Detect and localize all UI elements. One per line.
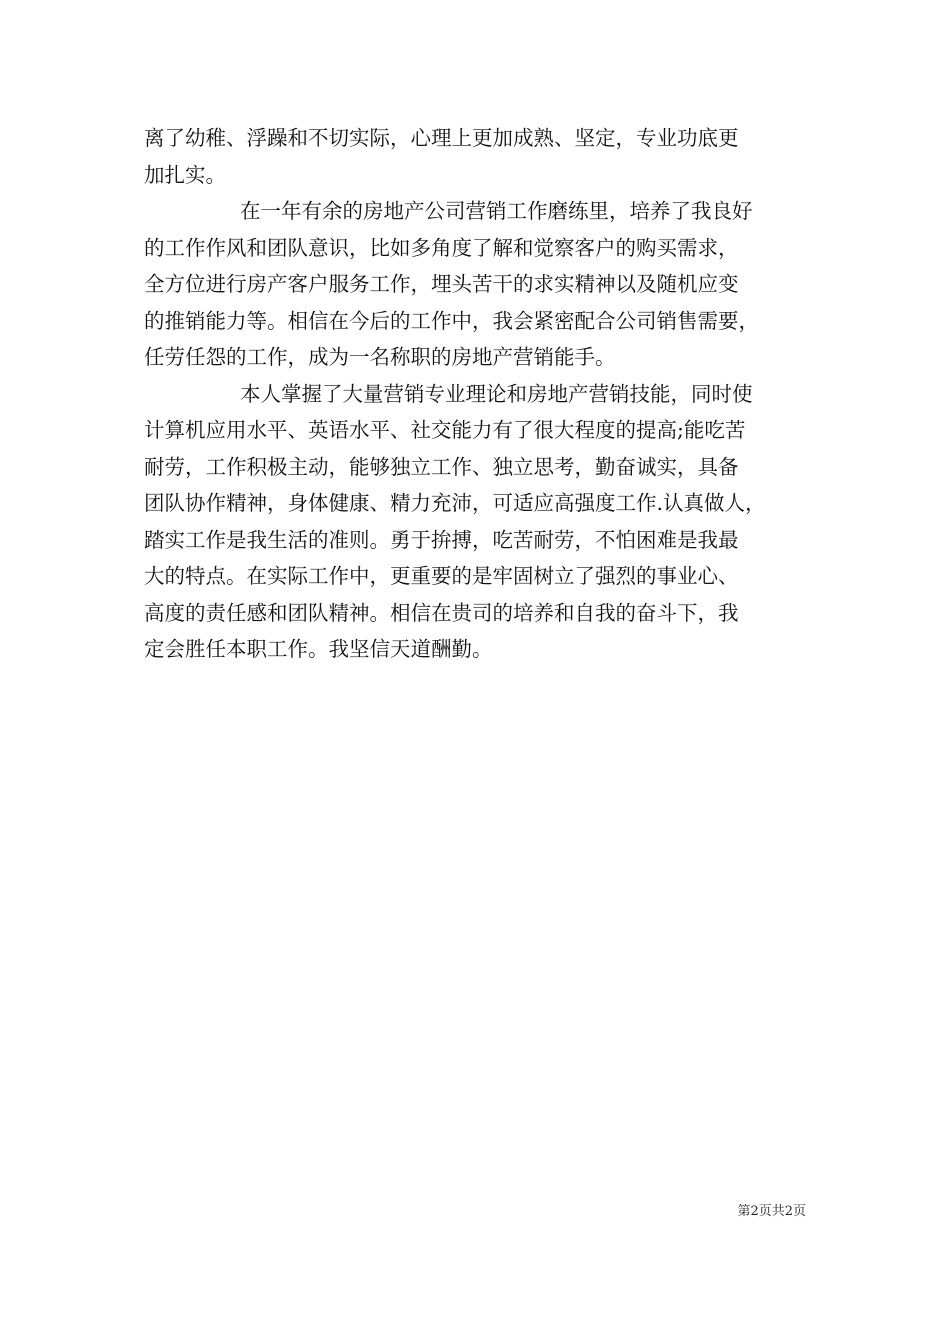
- text-line: 团队协作精神，身体健康、精力充沛，可适应高强度工作.认真做人，: [144, 491, 766, 515]
- text-line: 的推销能力等。相信在今后的工作中，我会紧密配合公司销售需要，: [144, 308, 759, 333]
- page-number-label: 第2页共2页: [737, 1204, 806, 1219]
- text-line: 耐劳，工作积极主动，能够独立工作、独立思考，勤奋诚实，具备: [144, 454, 739, 479]
- text-line: 高度的责任感和团队精神。相信在贵司的培养和自我的奋斗下，我: [144, 600, 739, 625]
- page-footer: [737, 1203, 806, 1221]
- text-line: 大的特点。在实际工作中，更重要的是牢固树立了强烈的事业心、: [144, 564, 739, 588]
- paragraph-first-line: 在一年有余的房地产公司营销工作磨练里，培养了我良好: [240, 199, 753, 223]
- text-line: 离了幼稚、浮躁和不切实际，心理上更加成熟、坚定，专业功底更: [144, 126, 739, 150]
- text-line: 定会胜任本职工作。我坚信天道酬勤。: [144, 637, 493, 661]
- paragraph-first-line: 本人掌握了大量营销专业理论和房地产营销技能，同时使: [240, 381, 753, 406]
- text-line: 计算机应用水平、英语水平、社交能力有了很大程度的提高;能吃苦: [144, 418, 746, 442]
- text-line: 加扎实。: [144, 162, 226, 187]
- text-line: 踏实工作是我生活的准则。勇于拚搏，吃苦耐劳，不怕困难是我最: [144, 527, 739, 552]
- text-line: 全方位进行房产客户服务工作，埋头苦干的求实精神以及随机应变: [144, 272, 739, 296]
- text-line: 的工作作风和团队意识，比如多角度了解和觉察客户的购买需求，: [144, 235, 739, 260]
- document-body: [144, 120, 816, 668]
- text-line: 任劳任怨的工作，成为一名称职的房地产营销能手。: [144, 345, 616, 369]
